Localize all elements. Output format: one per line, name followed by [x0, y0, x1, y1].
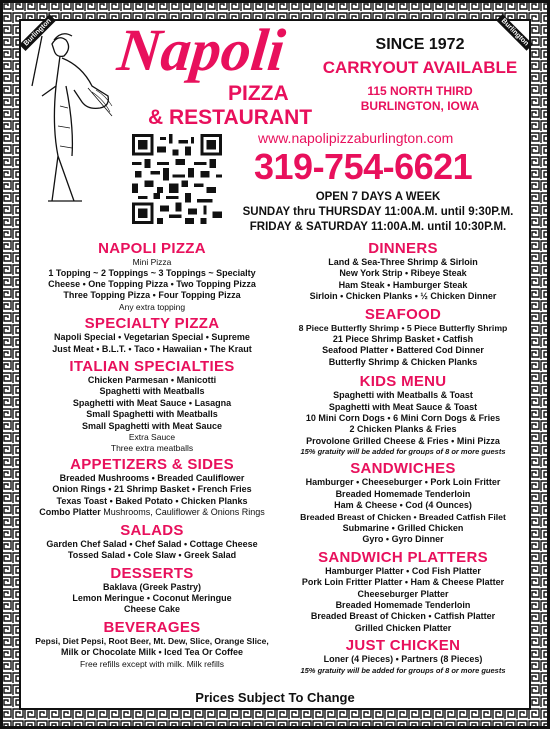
menu-line: Chicken Parmesan • Manicotti — [87, 375, 217, 386]
menu-line: Grilled Chicken Platter — [354, 622, 452, 633]
menu-line: Land & Sea-Three Shrimp & Sirloin — [328, 257, 478, 267]
corner-label-left: Burlington — [19, 14, 56, 51]
hours-line-3: FRIDAY & SATURDAY 11:00A.M. until 10:30P.M. — [249, 221, 507, 233]
menu-line: Hamburger Platter • Cod Fish Platter — [325, 565, 481, 576]
section-title-italian-specialties: ITALIAN SPECIALTIES — [69, 358, 235, 376]
hours-line-1: OPEN 7 DAYS A WEEK — [315, 191, 441, 203]
combo-platter-detail: Mushrooms, Cauliflower & Onions Rings — [100, 507, 265, 518]
menu-line: Sirloin • Chicken Planks • ½ Chicken Dinner — [309, 291, 497, 302]
section-title-desserts: DESSERTS — [110, 564, 194, 582]
gratuity-note: 15% gratuity will be added for groups of 8 or more guests — [300, 665, 506, 675]
goddess-illustration — [22, 26, 122, 206]
menu-line: Pepsi, Diet Pepsi, Root Beer, Mt. Dew, Slice, Orange Slice, — [35, 635, 269, 646]
menu-line: Spaghetti with Meatballs & Toast — [333, 390, 473, 401]
qr-code[interactable] — [132, 134, 222, 224]
menu-line: Mini Pizza — [132, 257, 172, 267]
menu-line: Spaghetti with Meat Sauce • Lasagna — [72, 397, 232, 408]
section-title-beverages: BEVERAGES — [103, 618, 201, 636]
hours-line-2: SUNDAY thru THURSDAY 11:00A.M. until 9:30P.M. — [242, 206, 514, 218]
menu-line: Free refills except with milk. Milk refills — [79, 658, 225, 669]
menu-line: 10 Mini Corn Dogs • 6 Mini Corn Dogs & Fries — [305, 413, 501, 424]
menu-line — [22, 507, 282, 518]
menu-line: Napoli Special • Vegetarian Special • Supreme — [54, 332, 250, 343]
menu-line: Texas Toast • Baked Potato • Chicken Planks — [56, 495, 248, 506]
menu-line: Extra Sauce — [128, 432, 176, 443]
logo-pizza-text: PIZZA — [228, 82, 289, 105]
menu-line: 1 Topping ~ 2 Toppings ~ 3 Toppings ~ Specialty — [48, 267, 256, 278]
menu-line: Lemon Meringue • Coconut Meringue — [72, 592, 232, 603]
since-label: SINCE 1972 — [375, 36, 465, 53]
menu-line: Tossed Salad • Cole Slaw • Greek Salad — [67, 550, 237, 561]
menu-line: Small Spaghetti with Meatballs — [86, 409, 218, 420]
menu-line: 21 Piece Shrimp Basket • Catfish — [332, 334, 474, 345]
menu-line: Provolone Grilled Cheese & Fries • Mini Pizza — [306, 435, 500, 446]
menu-line: Baklava (Greek Pastry) — [102, 581, 202, 592]
left-column — [22, 240, 282, 669]
menu-line: Hamburger • Cheeseburger • Pork Loin Fritter — [305, 477, 501, 488]
address-line-1: 115 NORTH THIRD — [367, 84, 473, 98]
restaurant-logo: Napoli — [114, 17, 289, 83]
menu-line: Ham Steak • Hamburger Steak — [338, 279, 468, 290]
menu-line: Seafood Platter • Battered Cod Dinner — [322, 345, 484, 356]
menu-line: Butterfly Shrimp & Chicken Planks — [328, 356, 478, 367]
menu-line: Cheese • One Topping Pizza • Two Topping Pizza — [48, 278, 256, 289]
menu-line: Three Topping Pizza • Four Topping Pizza — [63, 290, 241, 301]
menu-line: Cheese Cake — [123, 604, 181, 615]
combo-platter-label: Combo Platter — [39, 507, 101, 518]
phone-number[interactable]: 319-754-6621 — [254, 146, 473, 187]
menu-line: Gyro • Gyro Dinner — [362, 534, 444, 545]
right-column — [272, 240, 534, 676]
menu-line: Pork Loin Fritter Platter • Ham & Cheese Platter — [301, 577, 505, 588]
menu-line: 2 Chicken Planks & Fries — [349, 424, 457, 435]
section-title-sandwich-platters: SANDWICH PLATTERS — [318, 548, 488, 566]
menu-line: Breaded Breast of Chicken • Catfish Platter — [310, 611, 496, 622]
menu-line: Cheeseburger Platter — [357, 588, 449, 599]
prices-footer: Prices Subject To Change — [195, 690, 355, 705]
menu-line: Breaded Breast of Chicken • Breaded Catfish Filet — [300, 511, 506, 522]
section-title-seafood: SEAFOOD — [364, 305, 442, 323]
menu-line: Loner (4 Pieces) • Partners (8 Pieces) — [323, 654, 483, 665]
menu-line: Breaded Homemade Tenderloin — [335, 488, 471, 499]
menu-line: Breaded Homemade Tenderloin — [335, 599, 471, 610]
menu-line: Submarine • Grilled Chicken — [342, 522, 464, 533]
section-title-just-chicken: JUST CHICKEN — [345, 637, 461, 655]
menu-line: New York Strip • Ribeye Steak — [339, 268, 467, 279]
menu-line: Small Spaghetti with Meat Sauce — [81, 420, 223, 431]
section-title-napoli-pizza: NAPOLI PIZZA — [98, 240, 206, 257]
logo-restaurant-text: & RESTAURANT — [148, 106, 313, 129]
section-title-sandwiches: SANDWICHES — [350, 460, 456, 478]
section-title-salads: SALADS — [120, 521, 184, 539]
menu-line: 8 Piece Butterfly Shrimp • 5 Piece Butterfly Shrimp — [298, 322, 508, 333]
menu-line: Spaghetti with Meatballs — [99, 386, 205, 397]
menu-line: Breaded Mushrooms • Breaded Cauliflower — [59, 473, 245, 484]
corner-label-right: Burlington — [496, 14, 533, 51]
section-title-appetizers: APPETIZERS & SIDES — [70, 456, 234, 474]
menu-line: Three extra meatballs — [110, 442, 194, 453]
website-link[interactable]: www.napolipizzaburlington.com — [258, 130, 454, 146]
menu-line: Milk or Chocolate Milk • Iced Tea Or Coffee — [60, 647, 244, 658]
section-title-specialty-pizza: SPECIALTY PIZZA — [84, 315, 220, 333]
address-line-2: BURLINGTON, IOWA — [360, 99, 480, 113]
menu-line: Any extra topping — [118, 301, 186, 312]
menu-line: Ham & Cheese • Cod (4 Ounces) — [334, 500, 472, 511]
menu-line: Garden Chef Salad • Chef Salad • Cottage Cheese — [46, 538, 258, 549]
gratuity-note: 15% gratuity will be added for groups of 8 or more guests — [300, 447, 506, 457]
section-title-kids-menu: KIDS MENU — [359, 373, 447, 391]
menu-line: Onion Rings • 21 Shrimp Basket • French Fries — [52, 484, 252, 495]
section-title-dinners: DINNERS — [368, 240, 438, 257]
menu-line: Just Meat • B.L.T. • Taco • Hawaiian • The Kraut — [52, 343, 252, 354]
carryout-label: CARRYOUT AVAILABLE — [322, 58, 518, 77]
menu-line: Spaghetti with Meat Sauce & Toast — [328, 401, 478, 412]
